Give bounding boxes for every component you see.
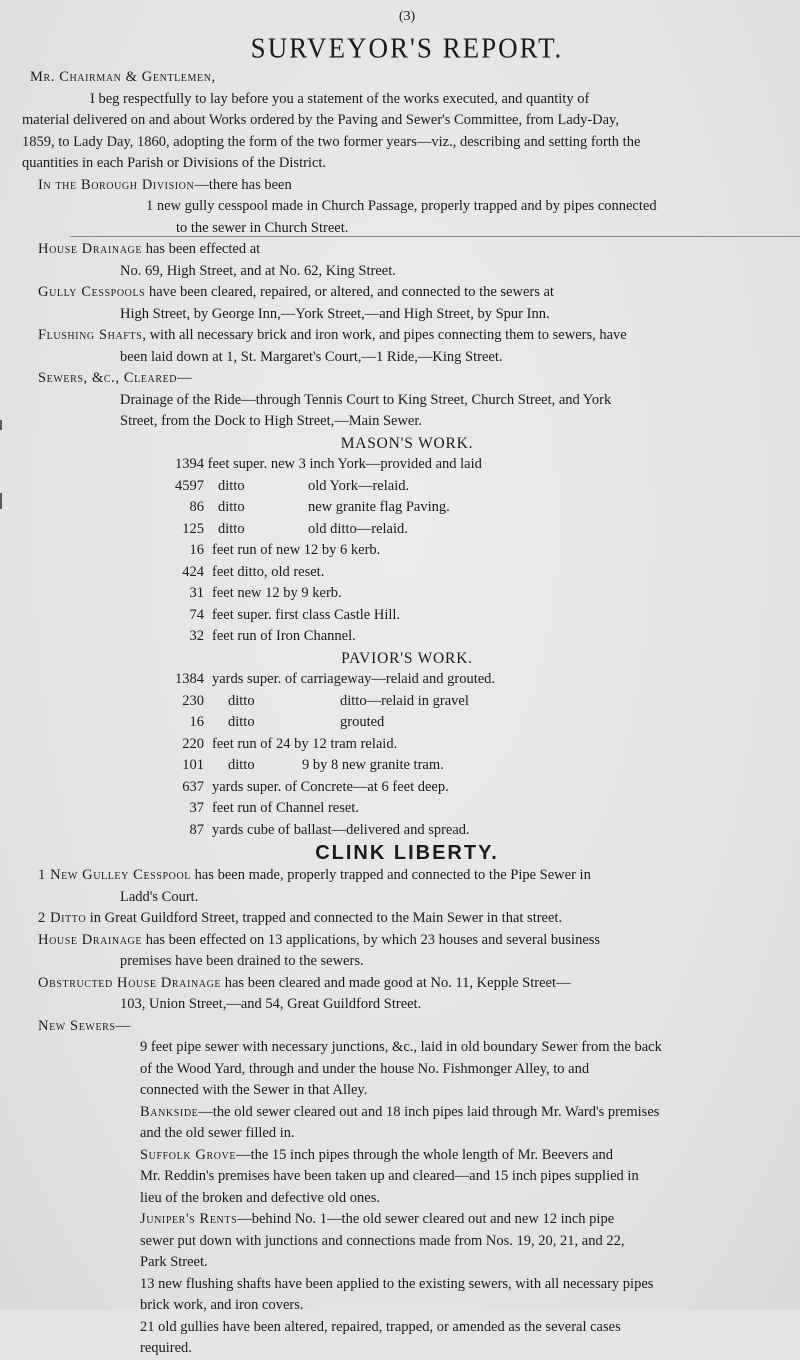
masons-work-row [22,540,792,562]
qty: 220 [182,735,204,752]
clink-ditto-rest: in Great Guildford Street, trapped and connected to the Main Sewer in that street. [86,910,563,926]
unit: ditto [218,499,245,515]
paviors-work-row [22,734,792,756]
qty: 1394 [175,456,204,472]
masons-work-row [22,454,792,476]
borough-heading [22,175,792,197]
unit: feet super. [207,456,268,472]
paviors-work-heading: PAVIOR'S WORK. [341,649,473,667]
clink-liberty-heading: CLINK LIBERTY. [315,842,499,864]
desc: feet super. first class Castle Hill. [212,606,401,623]
qty: 125 [182,520,204,537]
intro-line: 1859, to Lady Day, 1860, adopting the form of the two former years—viz., describing and setting forth the [22,133,641,150]
unit: ditto [228,692,255,709]
desc: 9 by 8 new granite tram. [302,757,444,773]
clink-ditto-entry [22,908,792,930]
flushing-shafts-clink-line: 13 new flushing shafts have been applied to the existing sewers, with all necessary pipes [140,1275,654,1292]
desc: new granite flag Paving. [308,499,450,515]
house-drainage-line: No. 69, High Street, and at No. 62, King Street. [120,262,396,279]
masons-work-row [22,626,792,648]
edge-mark [0,493,2,509]
house-drainage-entry [22,239,792,261]
new-sewers-label: New Sewers [38,1017,116,1034]
sewers-cleared-label: Sewers, &c., Cleared [38,370,178,386]
unit: ditto [228,757,255,773]
borough-gully-line: 1 new gully cesspool made in Church Passage, properly trapped and by pipes connected [146,198,657,214]
qty: 32 [189,628,204,644]
bankside-entry [22,1102,792,1124]
desc: feet run of new 12 by 6 kerb. [212,542,381,558]
sewers-cleared-line: Drainage of the Ride—through Tennis Court to King Street, Church Street, and York [120,391,612,408]
desc: feet new 12 by 9 kerb. [212,585,342,601]
borough-heading-rest: —there has been [194,176,292,193]
intro-line: quantities in each Parish or Divisions of the District. [22,155,327,171]
desc: old ditto—relaid. [308,520,408,537]
clink-gulley-rest: has been made, properly trapped and connected to the Pipe Sewer in [191,867,591,883]
qty: 31 [189,585,204,601]
junipers-rents-label: Juniper's Rents [140,1211,238,1227]
paviors-work-row [22,755,792,777]
desc: grouted [340,714,385,730]
desc: feet run of 24 by 12 tram relaid. [212,735,398,752]
underline-rule [70,236,800,237]
junipers-rents-line: Park Street. [140,1254,208,1270]
paviors-work-table [22,669,792,841]
desc: new 3 inch York—provided and laid [270,456,482,472]
house-drainage-label: House Drainage [38,241,143,257]
paviors-work-row [22,798,792,820]
clink-house-drainage-label: House Drainage [38,931,143,948]
desc: yards super. of carriageway—relaid and grouted. [212,671,496,687]
desc: feet ditto, old reset. [212,563,325,580]
qty: 74 [189,606,204,623]
desc: old York—relaid. [308,477,410,494]
sewers-cleared-rest: — [177,370,192,386]
obstructed-drainage-rest: has been cleared and made good at No. 11, Kepple Street— [221,974,571,991]
sewers-cleared-line: Street, from the Dock to High Street,—Main Sewer. [120,413,423,429]
qty: 16 [189,542,204,558]
masons-work-row [22,605,792,627]
clink-house-drainage-line: premises have been drained to the sewers. [120,953,364,969]
unit: ditto [218,477,245,494]
gully-cesspools-entry [22,282,792,304]
qty: 230 [182,692,204,709]
obstructed-drainage-line: 103, Union Street,—and 54, Great Guildford Street. [120,996,422,1012]
obstructed-drainage-label: Obstructed House Drainage [38,974,222,991]
paviors-work-row [22,691,792,713]
pipe-sewer-line: connected with the Sewer in that Alley. [140,1082,368,1098]
obstructed-drainage-entry [22,973,792,995]
borough-heading-label: In the Borough Division [38,176,195,193]
clink-gulley-line: Ladd's Court. [120,888,199,905]
new-sewers-rest: — [115,1017,131,1034]
suffolk-grove-entry [22,1145,792,1167]
unit: ditto [218,520,245,537]
bankside-label: Bankside [140,1103,199,1120]
suffolk-grove-rest: —the 15 inch pipes through the whole length of Mr. Beevers and [236,1146,614,1163]
desc: yards super. of Concrete—at 6 feet deep. [212,778,449,795]
borough-gully-line: to the sewer in Church Street. [176,219,349,236]
report-title: SURVEYOR'S REPORT. [250,32,564,64]
qty: 4597 [175,477,204,494]
masons-work-row [22,519,792,541]
intro-line: material delivered on and about Works ordered by the Paving and Sewer's Committee, from Lady-Day, [22,112,619,128]
qty: 1384 [175,671,204,687]
pipe-sewer-line: of the Wood Yard, through and under the house No. Fishmonger Alley, to and [140,1060,590,1077]
masons-work-heading: MASON'S WORK. [340,434,474,452]
bankside-rest: —the old sewer cleared out and 18 inch pipes laid through Mr. Ward's premises [198,1103,660,1120]
masons-work-row [22,562,792,584]
suffolk-grove-line: Mr. Reddin's premises have been taken up and cleared—and 15 inch pipes supplied in [140,1168,639,1184]
qty: 86 [189,499,204,515]
suffolk-grove-line: lieu of the broken and defective old ones. [140,1189,380,1206]
flushing-shafts-rest: , with all necessary brick and iron work, and pipes connecting them to sewers, have [142,327,627,343]
clink-house-drainage-entry [22,930,792,952]
paviors-work-row [22,669,792,691]
old-gullies-line: required. [140,1340,192,1356]
gully-cesspools-rest: have been cleared, repaired, or altered, and connected to the sewers at [145,284,554,300]
desc: ditto—relaid in gravel [340,692,469,709]
gully-cesspools-line: High Street, by George Inn,—York Street,—and High Street, by Spur Inn. [120,305,550,322]
unit: ditto [228,714,255,730]
masons-work-row [22,476,792,498]
desc: feet run of Iron Channel. [212,628,356,644]
house-drainage-rest: has been effected at [142,241,261,257]
old-gullies-line: 21 old gullies have been altered, repaired, trapped, or amended as the several cases [140,1318,621,1335]
qty: 637 [182,778,204,795]
clink-gulley-entry [22,865,792,887]
edge-mark [0,420,2,430]
intro-line: I beg respectfully to lay before you a statement of the works executed, and quantity of [90,90,590,107]
desc: feet run of Channel reset. [212,800,359,816]
junipers-rents-rest: —behind No. 1—the old sewer cleared out and new 12 inch pipe [237,1211,615,1227]
salutation: Mr. Chairman & Gentlemen, [30,69,216,85]
qty: 87 [189,821,204,838]
qty: 37 [189,800,204,816]
junipers-rents-entry [22,1209,792,1231]
masons-work-row [22,497,792,519]
qty: 101 [182,757,204,773]
sewers-cleared-entry [22,368,792,390]
masons-work-row [22,583,792,605]
desc: yards cube of ballast—delivered and spread. [212,821,470,838]
flushing-shafts-label: Flushing Shafts [38,327,143,343]
clink-gulley-label: 1 New Gulley Cesspool [38,867,191,883]
qty: 424 [182,563,204,580]
gully-cesspools-label: Gully Cesspools [38,284,146,300]
pipe-sewer-line: 9 feet pipe sewer with necessary junctions, &c., laid in old boundary Sewer from the back [140,1039,662,1055]
clink-house-drainage-rest: has been effected on 13 applications, by which 23 houses and several business [142,931,601,948]
flushing-shafts-clink-line: brick work, and iron covers. [140,1297,304,1313]
new-sewers-entry [22,1016,792,1038]
suffolk-grove-label: Suffolk Grove [140,1146,237,1163]
junipers-rents-line: sewer put down with junctions and connections made from Nos. 19, 20, 21, and 22, [140,1232,625,1249]
paviors-work-row [22,712,792,734]
page-number: (3) [398,9,416,24]
clink-ditto-label: 2 Ditto [38,910,87,926]
qty: 16 [189,714,204,730]
paviors-work-row [22,820,792,842]
masons-work-table [22,454,792,648]
paviors-work-row [22,777,792,799]
bankside-line: and the old sewer filled in. [140,1125,295,1141]
flushing-shafts-line: been laid down at 1, St. Margaret's Court,—1 Ride,—King Street. [120,348,503,365]
flushing-shafts-entry [22,325,792,347]
